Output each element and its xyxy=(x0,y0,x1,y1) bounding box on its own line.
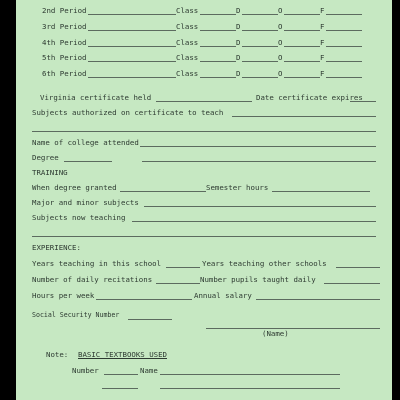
college-name-label: Name of college attended xyxy=(32,138,139,147)
daily-recitations-field[interactable] xyxy=(156,283,200,284)
class-field[interactable] xyxy=(200,77,236,78)
o-field[interactable] xyxy=(284,46,320,47)
class-label: Class xyxy=(176,22,199,31)
textbook-number-field-2[interactable] xyxy=(102,388,138,389)
d-label: D xyxy=(236,69,241,78)
o-field[interactable] xyxy=(284,14,320,15)
d-field[interactable] xyxy=(242,30,278,31)
period-label: 2nd Period xyxy=(42,6,87,15)
d-field[interactable] xyxy=(242,14,278,15)
o-field[interactable] xyxy=(284,77,320,78)
o-label: O xyxy=(278,38,283,47)
period-field[interactable] xyxy=(88,14,176,15)
social-security-field[interactable] xyxy=(128,319,172,320)
years-other-schools-label: Years teaching other schools xyxy=(202,259,327,268)
class-field[interactable] xyxy=(200,61,236,62)
class-label: Class xyxy=(176,53,199,62)
degree-granted-field[interactable] xyxy=(120,191,206,192)
major-minor-field[interactable] xyxy=(144,206,376,207)
o-label: O xyxy=(278,6,283,15)
subjects-now-field-line2[interactable] xyxy=(32,236,376,237)
textbook-name-field-2[interactable] xyxy=(160,388,340,389)
experience-heading: EXPERIENCE: xyxy=(32,243,81,252)
f-label: F xyxy=(320,38,325,47)
hours-per-week-field[interactable] xyxy=(96,299,192,300)
years-this-school-field[interactable] xyxy=(166,267,200,268)
subjects-now-label: Subjects now teaching xyxy=(32,213,126,222)
signature-label: (Name) xyxy=(262,329,289,338)
certificate-expires-label: Date certificate expires xyxy=(256,93,363,102)
f-field[interactable] xyxy=(326,30,362,31)
certificate-held-label: Virginia certificate held xyxy=(40,93,152,102)
years-other-schools-field[interactable] xyxy=(336,267,380,268)
d-field[interactable] xyxy=(242,77,278,78)
textbook-name-field[interactable] xyxy=(160,374,340,375)
pupils-taught-label: Number pupils taught daily xyxy=(200,275,316,284)
semester-hours-field[interactable] xyxy=(272,191,370,192)
degree-label: Degree xyxy=(32,153,59,162)
period-field[interactable] xyxy=(88,61,176,62)
semester-hours-label: Semester hours xyxy=(206,183,269,192)
d-label: D xyxy=(236,38,241,47)
d-field[interactable] xyxy=(242,61,278,62)
signature-line[interactable] xyxy=(206,328,380,329)
certificate-expires-field[interactable] xyxy=(350,101,376,102)
major-minor-label: Major and minor subjects xyxy=(32,198,139,207)
textbook-number-field[interactable] xyxy=(104,374,138,375)
subjects-now-field[interactable] xyxy=(132,221,376,222)
textbook-number-label: Number xyxy=(72,366,99,375)
class-field[interactable] xyxy=(200,46,236,47)
f-label: F xyxy=(320,6,325,15)
period-label: 5th Period xyxy=(42,53,87,62)
note-label: Note: xyxy=(46,350,69,359)
f-label: F xyxy=(320,53,325,62)
college-name-field[interactable] xyxy=(140,146,376,147)
d-label: D xyxy=(236,22,241,31)
f-field[interactable] xyxy=(326,61,362,62)
class-label: Class xyxy=(176,38,199,47)
subjects-authorized-field[interactable] xyxy=(232,116,376,117)
textbook-name-label: Name xyxy=(140,366,158,375)
o-label: O xyxy=(278,69,283,78)
pupils-taught-field[interactable] xyxy=(324,283,380,284)
degree-field[interactable] xyxy=(64,161,112,162)
class-field[interactable] xyxy=(200,30,236,31)
period-label: 6th Period xyxy=(42,69,87,78)
f-label: F xyxy=(320,69,325,78)
training-heading: TRAINING xyxy=(32,168,68,177)
degree-granted-label: When degree granted xyxy=(32,183,117,192)
class-label: Class xyxy=(176,69,199,78)
period-field[interactable] xyxy=(88,77,176,78)
subjects-authorized-label: Subjects authorized on certificate to teach xyxy=(32,108,224,117)
o-label: O xyxy=(278,22,283,31)
o-field[interactable] xyxy=(284,30,320,31)
f-label: F xyxy=(320,22,325,31)
daily-recitations-label: Number of daily recitations xyxy=(32,275,153,284)
d-field[interactable] xyxy=(242,46,278,47)
period-field[interactable] xyxy=(88,46,176,47)
annual-salary-label: Annual salary xyxy=(194,291,252,300)
d-label: D xyxy=(236,53,241,62)
subjects-authorized-field-line2[interactable] xyxy=(32,131,376,132)
certificate-held-field[interactable] xyxy=(156,101,252,102)
f-field[interactable] xyxy=(326,14,362,15)
period-label: 3rd Period xyxy=(42,22,87,31)
o-field[interactable] xyxy=(284,61,320,62)
annual-salary-field[interactable] xyxy=(256,299,380,300)
class-field[interactable] xyxy=(200,14,236,15)
social-security-label: Social Security Number xyxy=(32,311,120,319)
f-field[interactable] xyxy=(326,77,362,78)
period-label: 4th Period xyxy=(42,38,87,47)
degree-field-extra[interactable] xyxy=(142,161,376,162)
f-field[interactable] xyxy=(326,46,362,47)
o-label: O xyxy=(278,53,283,62)
basic-textbooks-heading: BASIC TEXTBOOKS USED xyxy=(78,350,167,359)
form-page xyxy=(16,0,392,400)
hours-per-week-label: Hours per week xyxy=(32,291,95,300)
class-label: Class xyxy=(176,6,199,15)
d-label: D xyxy=(236,6,241,15)
scan-border xyxy=(392,0,400,400)
period-field[interactable] xyxy=(88,30,176,31)
years-this-school-label: Years teaching in this school xyxy=(32,259,162,268)
